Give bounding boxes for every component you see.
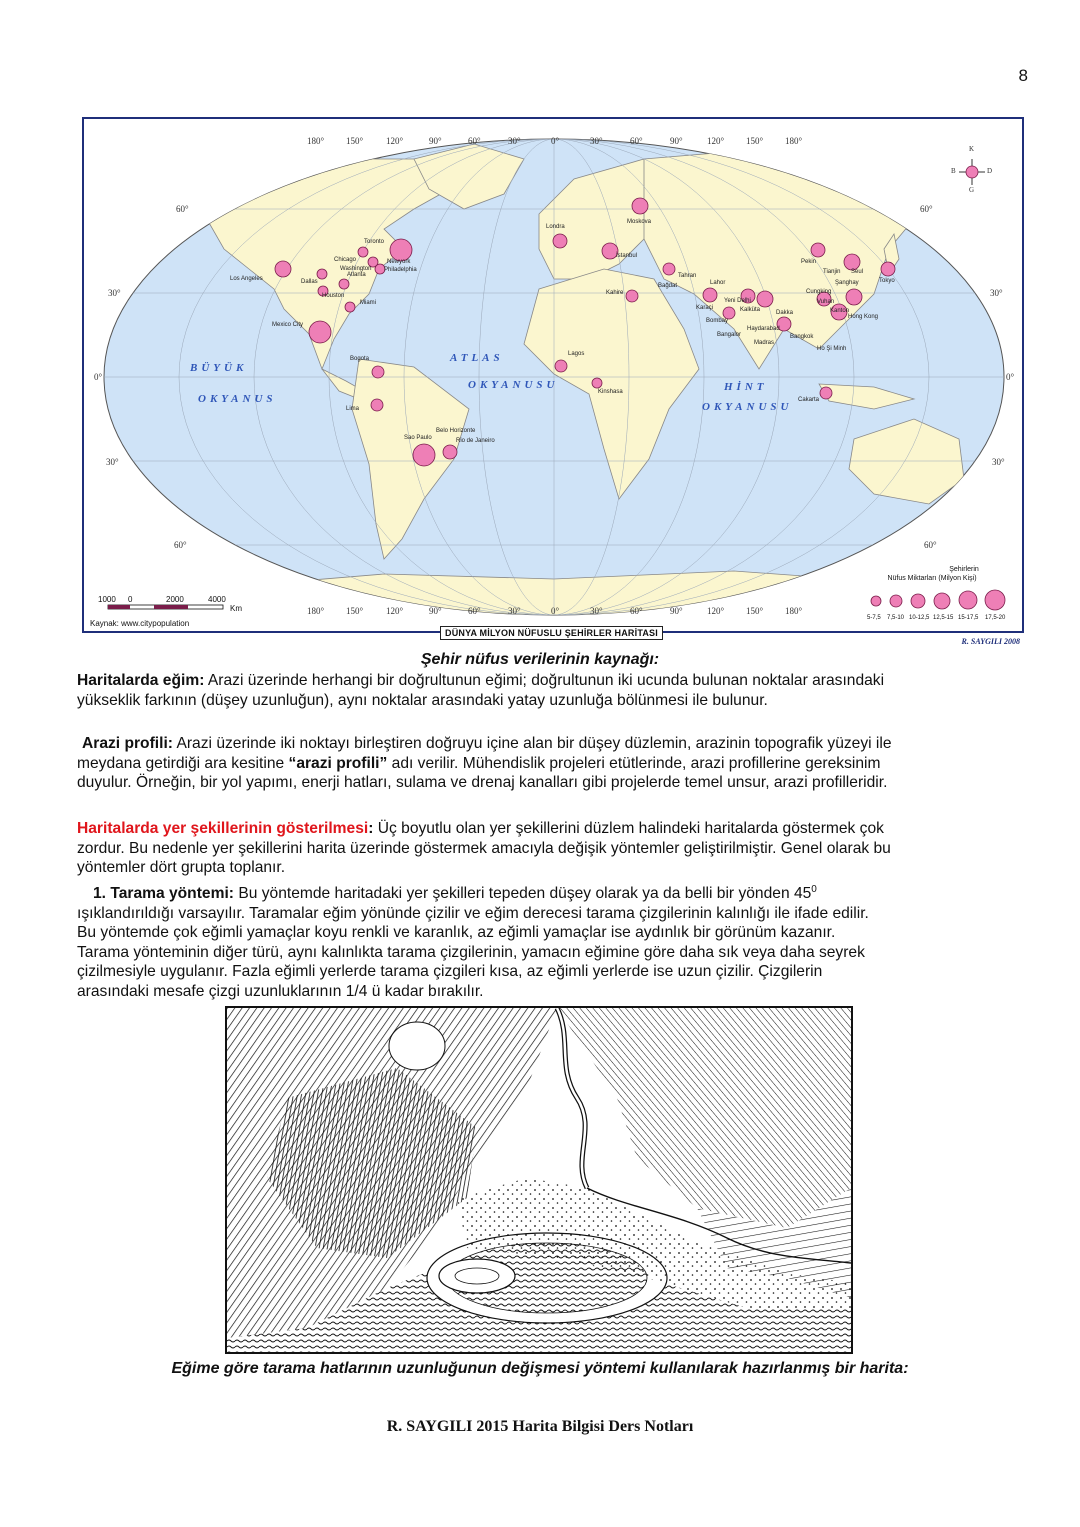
legend-circle [911,594,925,608]
ocean-label-indian: OKYANUSU [702,401,793,413]
egim-line-1: Arazi üzerinde herhangi bir doğrultunun eğimi; doğrultunun iki ucunda bulunan noktalar arasındaki [207,672,885,689]
term-colon: : [368,820,374,837]
city-label: Karaçi [696,305,714,311]
hachure-map-image [225,1006,853,1354]
city-label: Mexico City [272,322,304,328]
longitude-label: 30° [508,606,521,616]
legend-title: Şehirlerin [949,566,979,573]
city-label: Ho Şi Minh [817,346,847,352]
longitude-label: 90° [429,606,442,616]
city-label: Tianjin [823,269,841,275]
city-label: Kalküta [740,307,761,313]
hachure-caption: Eğime göre tarama hatlarının uzunluğunun değişmesi yöntemi kullanılarak hazırlanmış bir harita: [171,1360,909,1377]
longitude-label: 150° [346,606,364,616]
longitude-label: 180° [785,136,803,146]
city-label: Lagos [568,351,585,357]
city-marker [881,262,895,276]
city-label: Tahran [678,273,697,279]
latitude-label: 30° [108,288,121,298]
city-label: Moskova [627,219,652,225]
city-label: Lahor [710,280,726,286]
city-label: Seul [851,269,864,275]
city-marker [846,289,862,305]
legend-range: 12,5-15 [933,615,954,621]
city-label: Los Angeles [230,276,263,282]
longitude-label: 150° [746,606,764,616]
tarama-line-2: ışıklandırıldığı varsayılır. Taramalar eğim yönünde çizilir ve eğim derecesi tarama çizgilerinin kalınlığı ile ifade edilir. [77,904,869,922]
tarama-line-4: Tarama yönteminin diğer türü, aynı kalınlıkta tarama çizgilerinin, yamacın eğimine göre daha sık veya daha seyrek [77,943,865,961]
longitude-label: 60° [630,136,643,146]
city-label: Bangalor [717,332,742,338]
profil-line-1: Arazi üzerinde iki noktayı birleştiren doğruyu içine alan bir düşey düzlemin, arazinin topografik yüzeyi ile [176,735,892,752]
city-label: Miami [360,300,376,306]
term-tarama: 1. Tarama yöntemi: [93,885,234,903]
map-author: R. SAYGILI 2008 [961,637,1020,646]
map-title: DÜNYA MİLYON NÜFUSLU ŞEHİRLER HARİTASI [440,626,663,640]
longitude-label: 120° [707,136,725,146]
city-label: Washington [340,266,372,272]
legend-circle [871,596,881,606]
footer: R. SAYGILI 2015 Harita Bilgisi Ders Notları [386,1418,694,1435]
city-label: Bangkok [790,334,814,340]
longitude-label: 120° [707,606,725,616]
city-marker [317,269,327,279]
city-label: İstanbul [616,253,638,259]
latitude-label: 30° [992,457,1005,467]
longitude-label: 0° [551,136,560,146]
city-marker [345,302,355,312]
longitude-label: 120° [386,606,404,616]
city-marker [811,243,825,257]
city-label: Kinshasa [598,389,623,395]
scale-label: 0 [128,595,133,604]
legend-range: 17,5-20 [985,615,1006,621]
legend-range: 5-7,5 [867,615,881,621]
paragraph-arazi-profili [77,734,1037,793]
city-marker [555,360,567,372]
scale-bar [108,605,223,609]
paragraph-tarama [77,880,1037,1001]
latitude-label: 30° [990,288,1003,298]
scale-unit: Km [230,604,242,613]
city-marker [757,291,773,307]
compass-south: G [969,186,975,194]
ocean-label-atlantic: ATLAS [450,352,504,364]
latitude-label: 60° [174,540,187,550]
legend-range: 10-12,5 [909,615,930,621]
profil-line-2b: adı verilir. Mühendislik projeleri etütlerinde, arazi profillerine gereksinim [391,754,881,772]
longitude-label: 60° [468,606,481,616]
city-label: Rio de Janeiro [456,438,495,444]
latitude-label: 30° [106,457,119,467]
yer-line-2: zordur. Bu nedenle yer şekillerini harita üzerinde göstermek amacıyla değişik yöntemler geliştirilmiştir. Genel olarak bu [77,839,891,857]
longitude-label: 60° [468,136,481,146]
city-label: Dallas [301,279,318,285]
paragraph-yer-sekilleri [77,819,1037,878]
legend-circle [985,590,1005,610]
latitude-label: 0° [1006,372,1015,382]
city-label: Newyork [387,259,411,265]
city-label: Bağdat [658,283,678,289]
world-city-map [82,117,1024,633]
hachure-drawing [227,1008,851,1352]
longitude-label: 180° [785,606,803,616]
city-label: Vuhan [817,299,835,305]
compass-east: D [987,167,993,175]
profil-quoted-term: “arazi profili” [288,754,388,772]
latitude-label: 0° [94,372,103,382]
city-label: Philadelphia [384,267,417,273]
city-label: Cakarta [798,397,820,403]
legend-circle [959,591,977,609]
city-label: Madras [754,340,775,346]
yer-line-3: yöntemler dört grupta toplanır. [77,859,286,876]
city-label: Atlanta [347,272,366,278]
longitude-label: 150° [746,136,764,146]
city-label: Yeni Delhi [724,298,751,304]
term-yer-sekilleri: Haritalarda yer şekillerinin gösterilmesi [77,820,369,837]
city-label: Cungking [806,289,832,295]
tarama-line-5: çizilmesiyle uygulanır. Fazla eğimli yerlerde tarama çizgileri kısa, az eğimli yerlerde ise uzun çizilir. Çizgilerin [77,963,823,981]
compass-rose [959,159,985,185]
profil-line-2a: meydana getirdiği ara kesitine [77,754,285,772]
compass-west: B [951,167,956,175]
longitude-label: 180° [307,136,325,146]
city-marker [553,234,567,248]
city-marker [663,263,675,275]
longitude-label: 30° [590,136,603,146]
tarama-line-6: arasındaki mesafe çizgi uzunluklarının 1/4 ü kadar bırakılır. [77,982,484,1000]
city-marker [443,445,457,459]
city-label: Bogota [350,356,370,362]
city-label: Sao Paulo [404,435,432,441]
city-marker [371,399,383,411]
city-label: Kahire [606,290,624,296]
legend-range: 15-17,5 [958,615,979,621]
city-label: Belo Horizonte [436,428,476,434]
compass-north: K [969,145,975,153]
ocean-label-pacific: BÜYÜK [190,362,248,374]
city-label: Dakka [776,310,794,316]
city-label: Lima [346,406,360,412]
city-marker [372,366,384,378]
scale-label: 2000 [166,595,184,604]
page-number: 8 [1018,66,1028,85]
tarama-line-3: Bu yöntemde çok eğimli yamaçlar koyu renkli ve karanlık, az eğimli yamaçlar ise aydınlık bir görünüm kazanır. [77,924,836,942]
city-marker [275,261,291,277]
city-label: Haydarabad [747,326,780,332]
term-egim: Haritalarda eğim: [77,672,205,689]
city-label: Bombay [706,318,729,324]
city-label: Pekin [801,259,817,265]
city-marker [626,290,638,302]
tarama-line-1: Bu yöntemde haritadaki yer şekilleri tepeden düşey olarak ya da belli bir yönden 45 [238,885,812,903]
latitude-label: 60° [176,204,189,214]
city-label: Toronto [364,239,385,245]
city-label: Şanghay [835,280,859,286]
longitude-label: 90° [670,606,683,616]
city-label: Londra [546,224,565,230]
city-marker [413,444,435,466]
legend-circle [934,593,950,609]
legend-title: Nüfus Miktarları (Milyon Kişi) [887,575,977,582]
longitude-label: 60° [630,606,643,616]
city-marker [358,247,368,257]
city-marker [339,279,349,289]
degree-superscript: 0 [811,884,817,895]
longitude-label: 90° [670,136,683,146]
egim-line-2: yükseklik farkının (düşey uzunluğun), aynı noktalar arasındaki yatay uzunluğa bölünmesi ile bulunur. [77,691,768,709]
map-caption: Şehir nüfus verilerinin kaynağı: [420,651,660,668]
city-marker [309,321,331,343]
longitude-label: 150° [346,136,364,146]
legend-circles [864,587,1014,617]
ocean-label-atlantic: OKYANUSU [468,379,559,391]
latitude-label: 60° [920,204,933,214]
latitude-label: 60° [924,540,937,550]
city-label: Tokyo [879,278,895,284]
city-marker [632,198,648,214]
scale-label: 4000 [208,595,226,604]
scale-label: 1000 [98,595,116,604]
city-marker [844,254,860,270]
city-marker [703,288,717,302]
longitude-label: 30° [508,136,521,146]
ocean-label-pacific: OKYANUS [198,393,277,405]
term-arazi-profili: Arazi profili: [82,735,173,752]
city-label: Kanton [830,308,850,314]
longitude-label: 120° [386,136,404,146]
legend-range: 7,5-10 [887,615,905,621]
city-marker [592,378,602,388]
longitude-label: 90° [429,136,442,146]
longitude-label: 180° [307,606,325,616]
city-label: Chicago [334,257,357,263]
city-label: Houston [322,293,345,299]
paragraph-egim [77,671,1037,710]
city-marker [820,387,832,399]
ocean-label-indian: HİNT [724,381,768,393]
longitude-label: 0° [551,606,560,616]
city-label: Hong Kong [848,314,879,320]
city-marker [390,239,412,261]
legend-circle [890,595,902,607]
profil-line-3: duyulur. Örneğin, bir yol yapımı, enerji hatları, sulama ve drenaj kanalları gibi projelerde temel unsur, arazi profilleridir. [77,774,888,791]
map-source: Kaynak: www.citypopulation [90,619,190,628]
yer-line-1: Üç boyutlu olan yer şekillerini düzlem halindeki haritalarda göstermek çok [377,820,884,837]
map-graphic [84,119,1022,631]
longitude-label: 30° [590,606,603,616]
